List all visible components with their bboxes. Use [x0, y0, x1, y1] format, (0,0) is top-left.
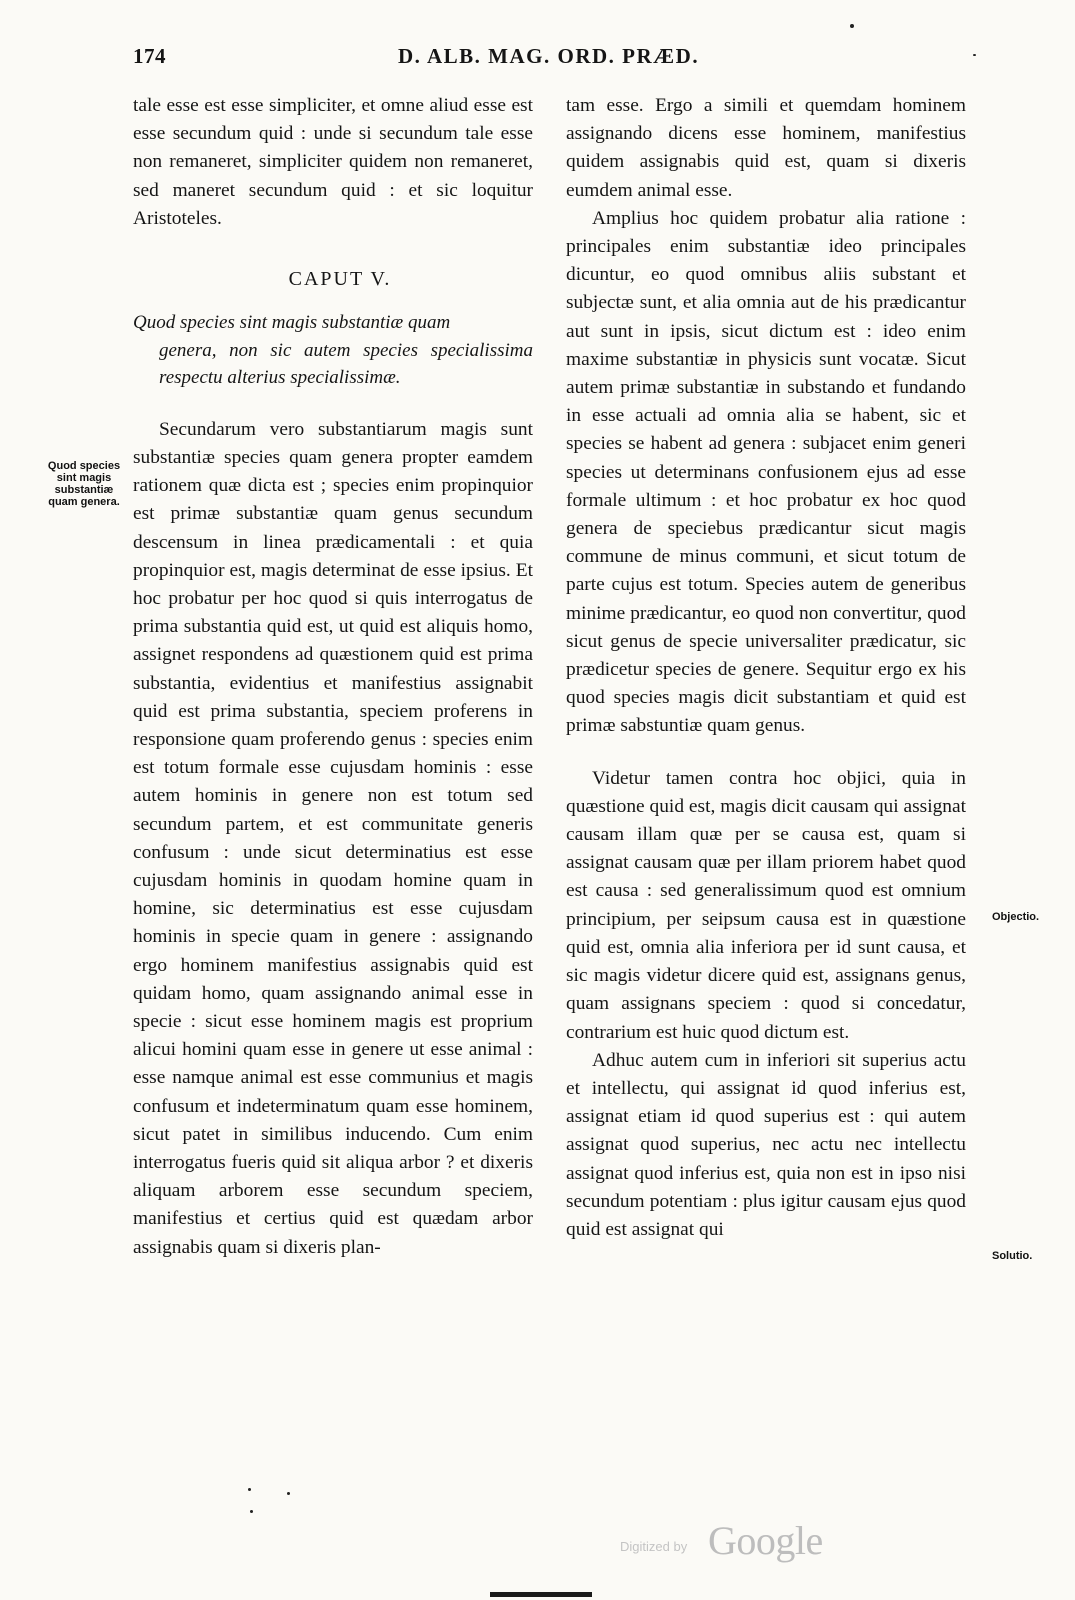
chapter-heading: CAPUT V. — [288, 268, 392, 291]
running-head: D. ALB. MAG. ORD. PRÆD. — [398, 44, 700, 68]
paragraph-objectio: Videtur tamen contra hoc objici, quia in quæstione quid est, magis dicit causam qui assignat causam illam quæ per se causa est, quam si assignat causam quæ per illam priorem habet quod est causa : sed generalissimum quod est omnium principium, per seipsum causa est in quæstione quid est, omnia alia inferiora per id sunt causa, et sic magis videtur dicere quid est, assignans genus, quam assignans speciem : quod si concedatur, contrarium est huic quod dictum est. — [566, 767, 966, 1043]
watermark-prefix: Digitized by — [620, 1539, 688, 1554]
right-column — [566, 92, 966, 1244]
paragraph-secundarum: Secundarum vero substantiarum magis sunt substantiæ species quam genera propter eamdem rationem quæ dicta est ; species enim propinquior est primæ substantiæ quam genus secundum descensum in linea prædicamentali : et quia propinquior est, magis determinat de esse ipsius. Et hoc probatur per hoc quod si quis interrogatus de prima substantia quid est, ut quid est aliquis homo, assignet respondens ad quæstionem quid est prima substantia, evidentius et manifestius assignabit quid est prima substantia, speciem proferens in responsione quam proferendo genus : species enim est totum formale esse cujusdam hominis : esse autem hominis in genere non est totum sed secundum partem, et est communitate generis confusum : unde sicut determinatius est esse cujusdam hominis in quodam homine quam in homine, sic determinatius est esse cujusdam hominis in specie quam in genere : assignando ergo hominem manifestius assignabis quid est quidam homo, quam assignando animal esse in specie : sicut esse hominem magis est proprium alicui homini quam esse in genere ut esse animal : esse namque animal est esse communius et magis confusum et indeterminatum quam esse hominem, sicut patet in similibus inducendo. Cum enim interrogatus fueris quid sit aliqua arbor ? et dixeris aliquam arborem esse secundum speciem, manifestius et certius quid est quædam arbor assignabis quam si dixeris plan- — [133, 418, 533, 1258]
ink-speck — [287, 1492, 290, 1495]
paragraph-amplius: Amplius hoc quidem probatur alia ratione : principales enim substantiæ ideo principales dicuntur, eo quod omnibus aliis substant et subjectæ sunt, et alia omnia aut de his prædicantur aut sunt in ipsis, sicut dictum est : ideo enim maxime substantiæ in physicis sunt vocatæ. Sicut autem primæ substantiæ in substando et fundando in esse actuali ad omnia alia se habent, sic et species se habent ad genera : subjacet enim generi species ut determinans confusionem ejus ad esse formale ultimum : et hoc probatur ex hoc quod genera de speciebus prædicantur sicut magis commune de minus communi, et sicut totum de parte cujus est totum. Species autem de generibus minime prædicantur, eo quod non convertitur, quod sicut genus de specie universaliter prædicatur, sic prædicetur species de genere. Sequitur ergo ex his quod species magis dicit substantiam et quid est primæ sabstuntiæ quam genus. — [566, 207, 966, 737]
ink-speck — [250, 1510, 253, 1513]
ink-speck — [973, 54, 976, 56]
chapter-summary-first-line: Quod species sint magis substantiæ quam — [133, 312, 451, 334]
chapter-summary — [133, 309, 533, 392]
margin-note-left: Quod species sint magis substantiæ quam genera. — [47, 460, 121, 508]
paragraph-continuation: tale esse est esse simpliciter, et omne aliud esse est esse secundum quid : unde si secundum tale esse non remaneret, simpliciter quidem non remaneret, sed maneret secundum quid : et sic loquitur Aristoteles. — [133, 95, 533, 229]
paragraph-continuation-right: tam esse. Ergo a simili et quemdam hominem assignando dicens esse hominem, manifestius quidem assignabis quid est, quam si dixeris eumdem animal esse. — [566, 95, 966, 201]
paragraph-solutio: Adhuc autem cum in inferiori sit superius actu et intellectu, qui assignat id quod inferius est, assignat etiam id quod superius est : qui autem assignat quod superius, nec actu nec intellectu assignat quod inferius est, quia non est in ipso nisi secundum potentiam : plus igitur causam ejus quod quid est assignat qui — [566, 1049, 966, 1240]
page-header — [133, 44, 970, 74]
chapter-summary-rest: genera, non sic autem species specialissima respectu alterius specialissimæ. — [159, 339, 533, 389]
margin-note-solutio: Solutio. — [992, 1250, 1033, 1262]
page-number: 174 — [133, 44, 166, 68]
paragraph-gap — [566, 741, 966, 765]
left-column — [133, 92, 533, 1262]
ink-speck — [248, 1488, 251, 1491]
digitized-by-google-watermark — [620, 1518, 850, 1563]
ink-speck — [850, 24, 854, 28]
watermark-brand: Google — [708, 1518, 823, 1563]
bottom-rule — [490, 1592, 592, 1597]
margin-note-objectio: Objectio. — [992, 911, 1040, 923]
